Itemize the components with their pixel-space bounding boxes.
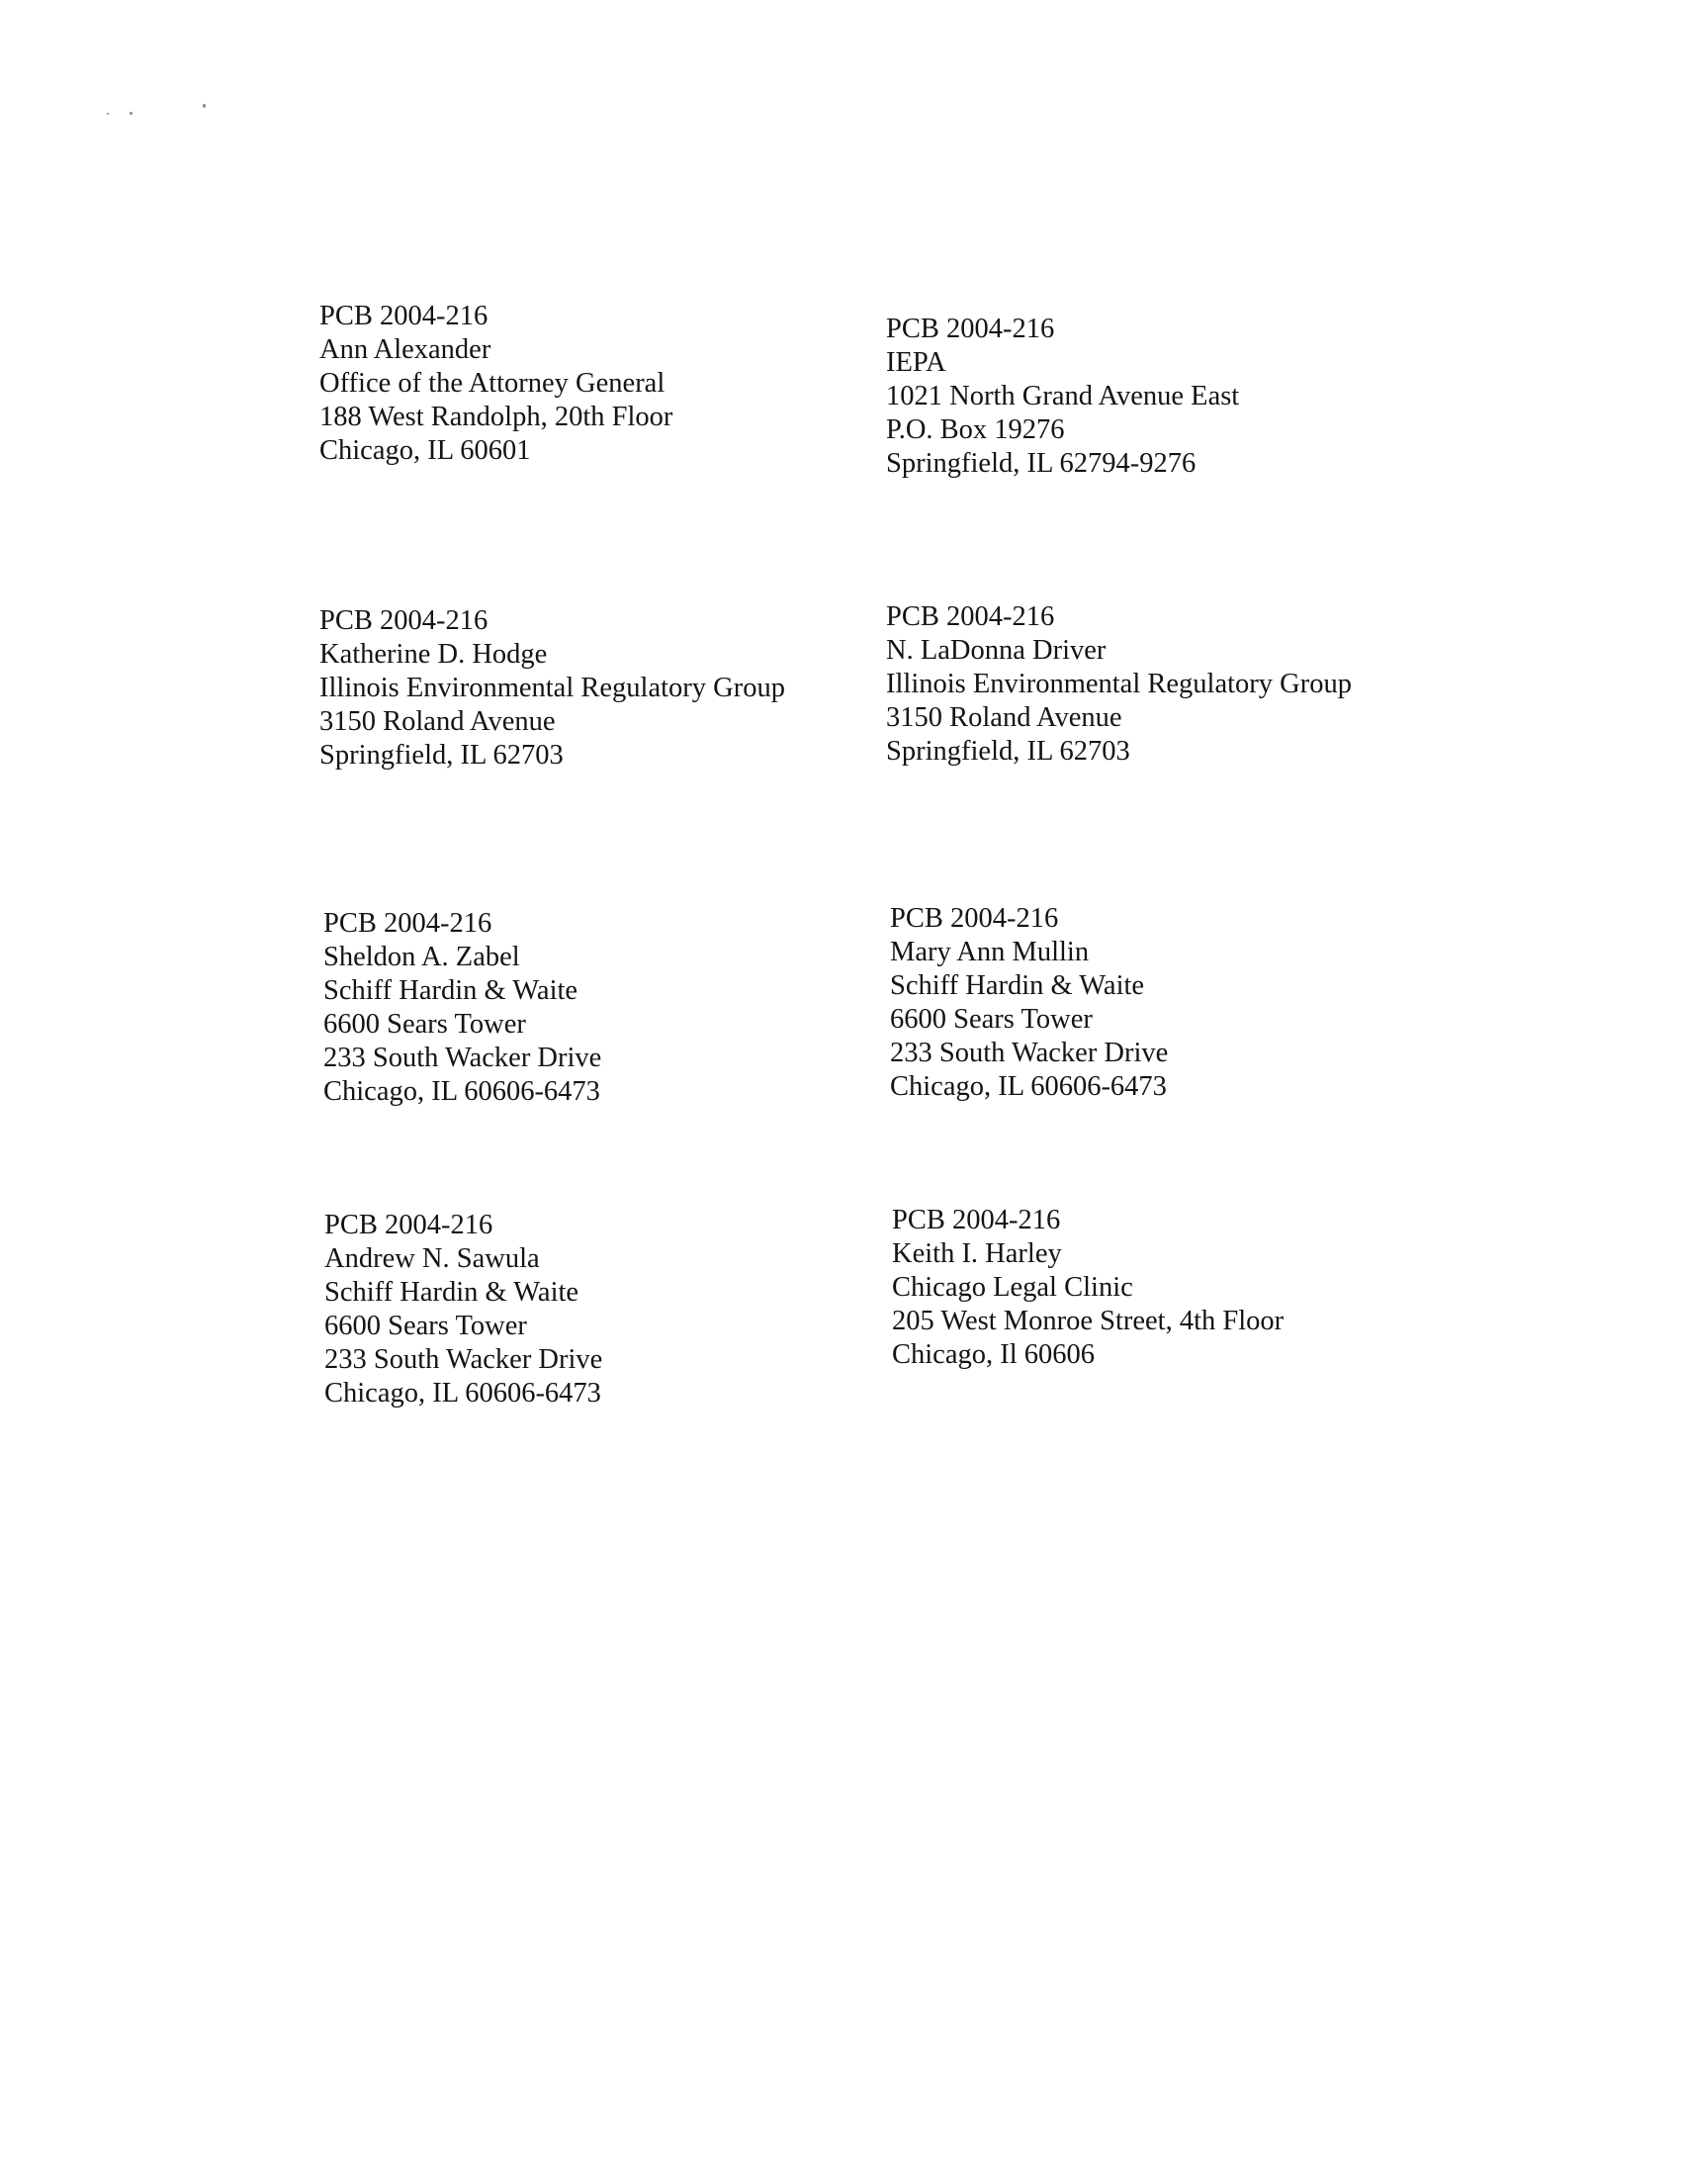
- case-number: PCB 2004-216: [892, 1205, 1061, 1235]
- recipient-name: Ann Alexander: [319, 334, 491, 365]
- address-block-iepa: [886, 313, 1239, 481]
- scan-speck: [203, 104, 206, 108]
- recipient-name: Keith I. Harley: [892, 1238, 1062, 1269]
- case-number: PCB 2004-216: [323, 908, 492, 939]
- organization: Office of the Attorney General: [319, 368, 665, 399]
- street-address: 3150 Roland Avenue: [319, 706, 556, 737]
- case-number: PCB 2004-216: [319, 301, 488, 331]
- street-address: 3150 Roland Avenue: [886, 702, 1122, 733]
- suite: 6600 Sears Tower: [890, 1004, 1093, 1035]
- recipient-name: Andrew N. Sawula: [324, 1243, 540, 1274]
- address-block-mary-ann-mullin: [890, 902, 1168, 1104]
- recipient-name: Mary Ann Mullin: [890, 937, 1090, 967]
- po-box: P.O. Box 19276: [886, 414, 1065, 445]
- address-block-keith-harley: [892, 1204, 1284, 1372]
- organization: Illinois Environmental Regulatory Group: [319, 673, 785, 703]
- case-number: PCB 2004-216: [324, 1210, 493, 1240]
- street-address: 1021 North Grand Avenue East: [886, 381, 1240, 411]
- city-state-zip: Chicago, IL 60606-6473: [324, 1378, 601, 1409]
- organization: Chicago Legal Clinic: [892, 1272, 1133, 1303]
- suite: 6600 Sears Tower: [324, 1311, 527, 1341]
- recipient-name: Katherine D. Hodge: [319, 639, 548, 670]
- organization: Schiff Hardin & Waite: [890, 970, 1145, 1001]
- city-state-zip: Chicago, IL 60606-6473: [890, 1071, 1167, 1102]
- organization: Schiff Hardin & Waite: [324, 1277, 579, 1308]
- city-state-zip: Springfield, IL 62794-9276: [886, 448, 1197, 479]
- street-address: 233 South Wacker Drive: [323, 1043, 602, 1073]
- case-number: PCB 2004-216: [886, 314, 1055, 344]
- city-state-zip: Chicago, IL 60601: [319, 435, 531, 466]
- address-block-ladonna-driver: [886, 600, 1352, 769]
- street-address: 233 South Wacker Drive: [890, 1038, 1169, 1068]
- organization: Schiff Hardin & Waite: [323, 975, 578, 1006]
- address-block-ann-alexander: [319, 300, 672, 468]
- street-address: 188 West Randolph, 20th Floor: [319, 402, 673, 432]
- recipient-name: Sheldon A. Zabel: [323, 942, 520, 972]
- case-number: PCB 2004-216: [886, 601, 1055, 632]
- recipient-name: IEPA: [886, 347, 946, 378]
- address-block-andrew-sawula: [324, 1209, 602, 1410]
- address-block-katherine-hodge: [319, 604, 785, 773]
- city-state-zip: Chicago, IL 60606-6473: [323, 1076, 600, 1107]
- suite: 6600 Sears Tower: [323, 1009, 526, 1040]
- case-number: PCB 2004-216: [319, 605, 488, 636]
- address-block-sheldon-zabel: [323, 907, 601, 1109]
- scan-speck: [107, 113, 109, 115]
- street-address: 233 South Wacker Drive: [324, 1344, 603, 1375]
- city-state-zip: Springfield, IL 62703: [886, 736, 1130, 767]
- city-state-zip: Springfield, IL 62703: [319, 740, 564, 771]
- case-number: PCB 2004-216: [890, 903, 1059, 934]
- street-address: 205 West Monroe Street, 4th Floor: [892, 1306, 1285, 1336]
- organization: Illinois Environmental Regulatory Group: [886, 669, 1352, 699]
- scan-speck: [130, 112, 133, 115]
- city-state-zip: Chicago, Il 60606: [892, 1339, 1096, 1370]
- recipient-name: N. LaDonna Driver: [886, 635, 1107, 666]
